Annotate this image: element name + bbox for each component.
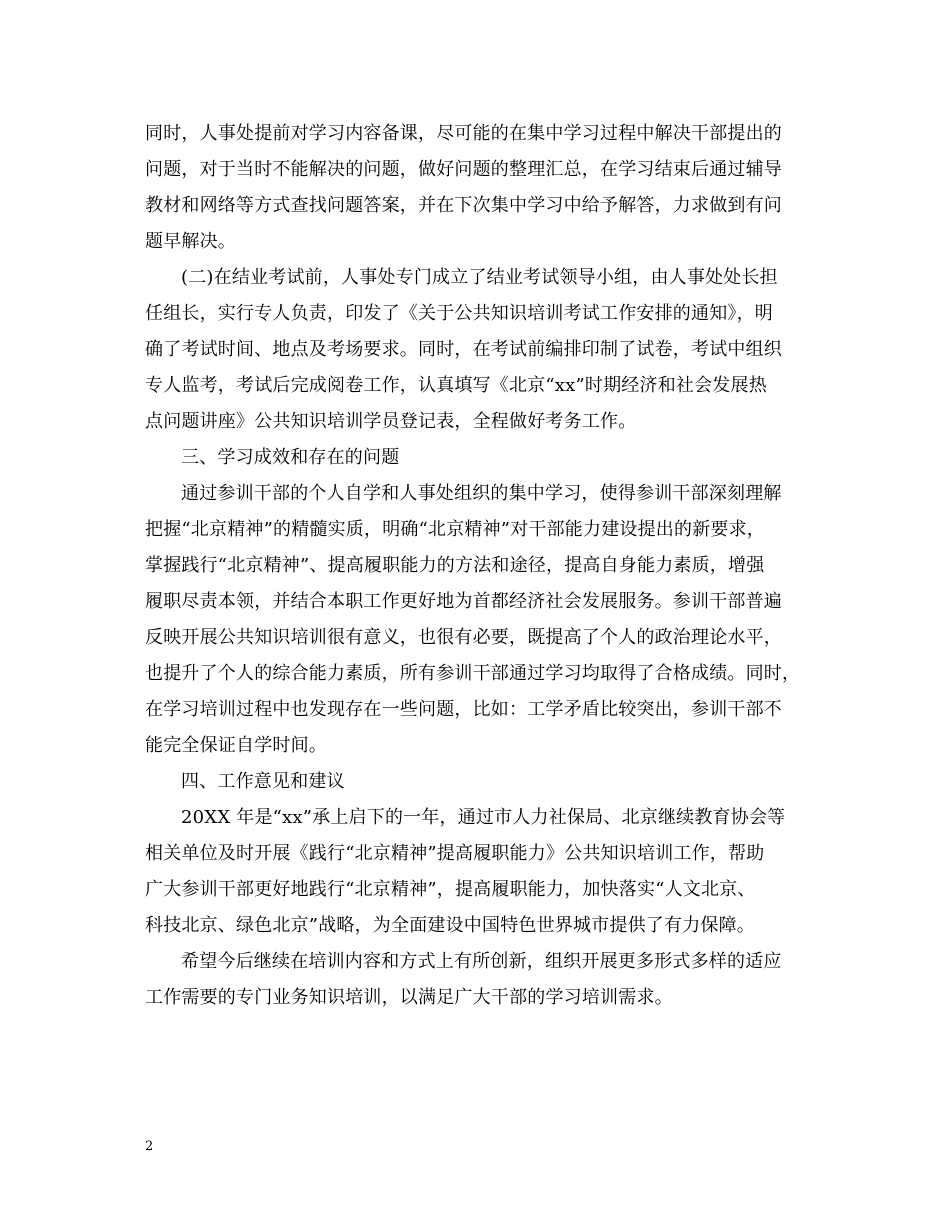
paragraph-line: 广大参训干部更好地践行“北京精神”，提高履职能力，加快落实“人文北京、 [145, 879, 756, 900]
paragraph-line: 能完全保证自学时间。 [145, 735, 327, 756]
paragraph-line: 通过参训干部的个人自学和人事处组织的集中学习，使得参训干部深刻理解 [181, 483, 782, 504]
paragraph-line: 把握“北京精神”的精髓实质，明确“北京精神”对干部能力建设提出的新要求， [145, 519, 766, 540]
paragraph-line: (二)在结业考试前，人事处专门成立了结业考试领导小组，由人事处处长担 [181, 267, 778, 288]
paragraph-line: 也提升了个人的综合能力素质，所有参训干部通过学习均取得了合格成绩。同时， [145, 663, 801, 684]
paragraph-line: 相关单位及时开展《践行“北京精神”提高履职能力》公共知识培训工作，帮助 [145, 843, 765, 864]
paragraph-line: 确了考试时间、地点及考场要求。同时，在考试前编排印制了试卷，考试中组织 [145, 339, 782, 360]
paragraph-line: 同时，人事处提前对学习内容备课，尽可能的在集中学习过程中解决干部提出的 [145, 123, 782, 144]
paragraph-line: 20XX 年是“xx”承上启下的一年，通过市人力社保局、北京继续教育协会等 [181, 807, 786, 828]
paragraph-line: 反映开展公共知识培训很有意义，也很有必要，既提高了个人的政治理论水平， [145, 627, 782, 648]
section-heading: 四、工作意见和建议 [181, 771, 345, 792]
paragraph-line: 专人监考，考试后完成阅卷工作，认真填写《北京“xx”时期经济和社会发展热 [145, 375, 767, 396]
paragraph-line: 点问题讲座》公共知识培训学员登记表，全程做好考务工作。 [145, 411, 637, 432]
paragraph-line: 问题，对于当时不能解决的问题，做好问题的整理汇总，在学习结束后通过辅导 [145, 159, 782, 180]
paragraph-line: 科技北京、绿色北京”战略，为全面建设中国特色世界城市提供了有力保障。 [145, 915, 755, 936]
paragraph-line: 题早解决。 [145, 231, 236, 252]
paragraph-line: 工作需要的专门业务知识培训，以满足广大干部的学习培训需求。 [145, 987, 673, 1008]
paragraph-line: 希望今后继续在培训内容和方式上有所创新，组织开展更多形式多样的适应 [181, 951, 782, 972]
paragraph-line: 教材和网络等方式查找问题答案，并在下次集中学习中给予解答，力求做到有问 [145, 195, 782, 216]
paragraph-line: 履职尽责本领，并结合本职工作更好地为首都经济社会发展服务。参训干部普遍 [145, 591, 782, 612]
paragraph-line: 在学习培训过程中也发现存在一些问题，比如：工学矛盾比较突出，参训干部不 [145, 699, 782, 720]
section-heading: 三、学习成效和存在的问题 [181, 447, 400, 468]
paragraph-line: 掌握践行“北京精神”、提高履职能力的方法和途径，提高自身能力素质，增强 [145, 555, 765, 576]
paragraph-line: 任组长，实行专人负责，印发了《关于公共知识培训考试工作安排的通知》，明 [145, 303, 773, 324]
page-number: 2 [145, 1139, 154, 1154]
